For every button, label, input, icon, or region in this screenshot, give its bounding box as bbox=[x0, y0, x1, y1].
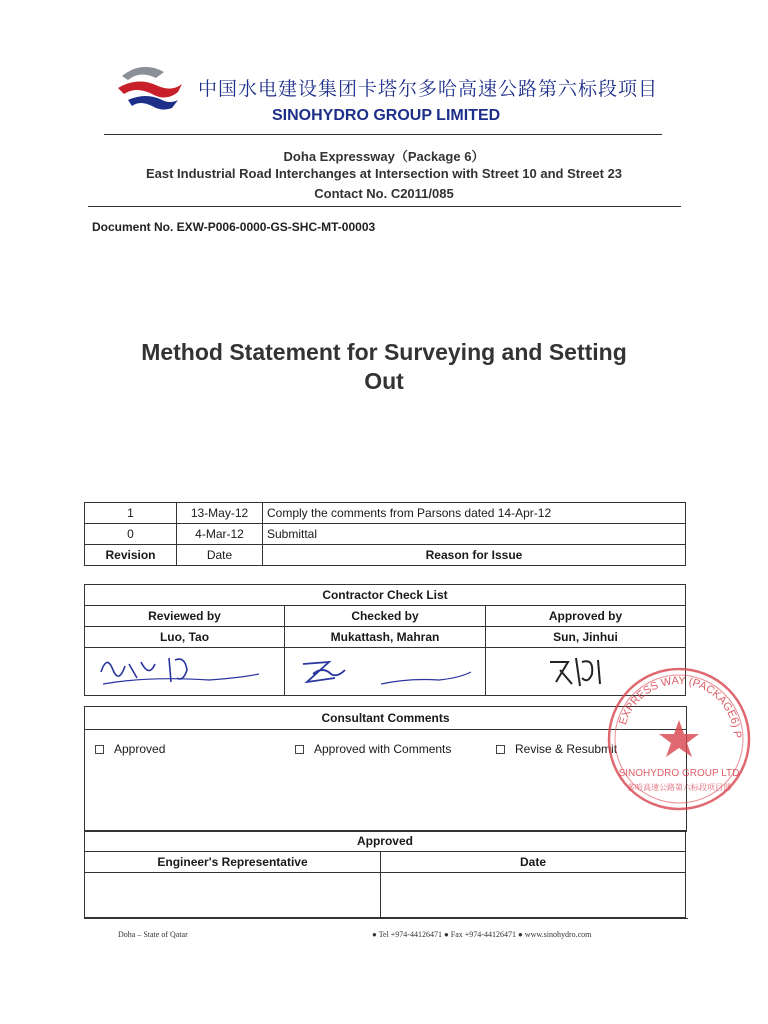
approval-table bbox=[84, 830, 686, 918]
document-title-line-2: Out bbox=[364, 368, 404, 394]
column-header: Reviewed by bbox=[85, 606, 285, 627]
column-header: Checked by bbox=[285, 606, 486, 627]
table-row bbox=[85, 524, 686, 545]
reason-cell: Comply the comments from Parsons dated 14-Apr-12 bbox=[263, 503, 686, 524]
approver-name: Sun, Jinhui bbox=[486, 627, 686, 648]
checkbox[interactable] bbox=[496, 745, 505, 754]
revision-cell: 0 bbox=[85, 524, 177, 545]
column-header: Engineer's Representative bbox=[85, 852, 381, 873]
document-number: Document No. EXW-P006-0000-GS-SHC-MT-00003 bbox=[92, 220, 376, 234]
contractor-checklist-table bbox=[84, 584, 686, 696]
chinese-project-title: 中国水电建设集团卡塔尔多哈高速公路第六标段项目 bbox=[198, 78, 659, 100]
reviewer-signature-cell bbox=[85, 648, 285, 696]
checkbox[interactable] bbox=[95, 745, 104, 754]
column-header: Revision bbox=[85, 545, 177, 566]
column-header: Approved by bbox=[486, 606, 686, 627]
revision-cell: 1 bbox=[85, 503, 177, 524]
table-row bbox=[85, 585, 686, 606]
table-row bbox=[85, 873, 686, 918]
checklist-title: Contractor Check List bbox=[85, 585, 686, 606]
checker-signature bbox=[289, 648, 479, 692]
project-name: Doha Expressway（Package 6） bbox=[283, 149, 485, 164]
table-row bbox=[85, 503, 686, 524]
approved-with-comments-option[interactable] bbox=[295, 742, 451, 756]
consultant-comments-box bbox=[84, 706, 687, 832]
svg-text:EXPRESS WAY (PACKAGE6) PROJECT: EXPRESS WAY (PACKAGE6) P bbox=[617, 674, 744, 739]
engineer-signature-cell bbox=[85, 873, 381, 918]
approved-option-label: Approved bbox=[114, 742, 166, 756]
footer-divider bbox=[84, 918, 688, 919]
table-header-row bbox=[85, 545, 686, 566]
company-name: SINOHYDRO GROUP LIMITED bbox=[272, 107, 501, 124]
approved-with-comments-label: Approved with Comments bbox=[314, 742, 452, 756]
revise-resubmit-option[interactable] bbox=[496, 742, 617, 756]
approval-title: Approved bbox=[85, 831, 686, 852]
footer-location: Doha – State of Qatar bbox=[118, 930, 188, 939]
reviewer-signature bbox=[89, 648, 279, 692]
checker-signature-cell bbox=[285, 648, 486, 696]
document-title bbox=[60, 338, 708, 396]
footer-contact: ● Tel +974-44126471 ● Fax +974-44126471 ● www.sinohydro.com bbox=[372, 930, 592, 939]
checker-name: Mukattash, Mahran bbox=[285, 627, 486, 648]
svg-text:多哈高速公路第六标段项目部: 多哈高速公路第六标段项目部 bbox=[627, 783, 731, 792]
reviewer-name: Luo, Tao bbox=[85, 627, 285, 648]
date-cell: 4-Mar-12 bbox=[177, 524, 263, 545]
column-header: Reason for Issue bbox=[263, 545, 686, 566]
revise-resubmit-label: Revise & Resubmit bbox=[515, 742, 618, 756]
table-header-row bbox=[85, 852, 686, 873]
reason-cell: Submittal bbox=[263, 524, 686, 545]
divider bbox=[104, 134, 662, 135]
table-row bbox=[85, 831, 686, 852]
company-seal bbox=[604, 664, 754, 814]
signature-row bbox=[85, 648, 686, 696]
svg-text:SINOHYDRO GROUP LTD: SINOHYDRO GROUP LTD bbox=[618, 768, 740, 779]
engineer-date-cell bbox=[381, 873, 686, 918]
revision-table bbox=[84, 502, 686, 566]
column-header: Date bbox=[381, 852, 686, 873]
approved-option[interactable] bbox=[95, 742, 165, 756]
project-description: East Industrial Road Interchanges at Intersection with Street 10 and Street 23 bbox=[145, 166, 623, 181]
checkbox[interactable] bbox=[295, 745, 304, 754]
consultant-comments-title: Consultant Comments bbox=[85, 707, 686, 730]
table-row bbox=[85, 627, 686, 648]
divider bbox=[88, 206, 681, 207]
contract-number: Contact No. C2011/085 bbox=[314, 186, 454, 201]
table-header-row bbox=[85, 606, 686, 627]
sinohydro-logo bbox=[112, 62, 186, 114]
document-title-line-1: Method Statement for Surveying and Setting bbox=[141, 339, 627, 365]
column-header: Date bbox=[177, 545, 263, 566]
date-cell: 13-May-12 bbox=[177, 503, 263, 524]
